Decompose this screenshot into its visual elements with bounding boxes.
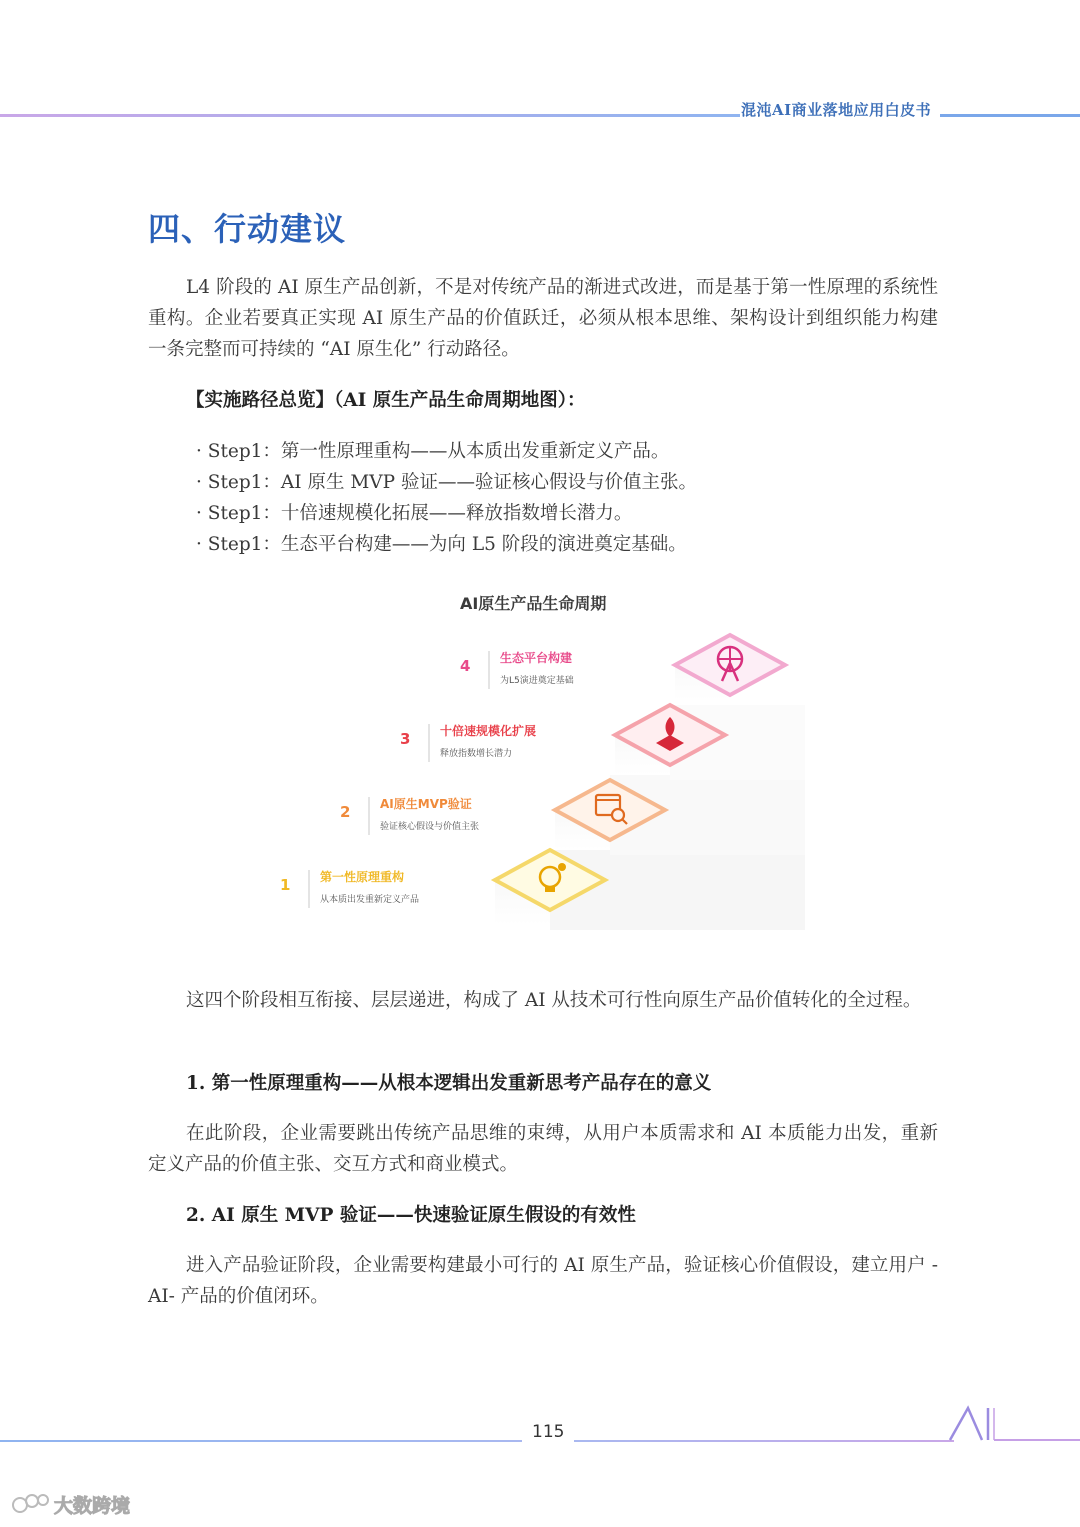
staircase-graphic [490, 625, 810, 935]
footer-divider-right [574, 1440, 954, 1442]
stage-description: 验证核心假设与价值主张 [380, 822, 480, 832]
stage-number: 2 [340, 803, 351, 821]
summary-paragraph: 这四个阶段相互衔接、层层递进，构成了 AI 从技术可行性向原生产品价值转化的全过程。 [186, 990, 922, 1011]
footer-divider [0, 1440, 522, 1442]
section-2-body: 进入产品验证阶段，企业需要构建最小可行的 AI 原生产品，验证核心价值假设，建立用户 -AI- 产品的价值闭环。 [148, 1255, 938, 1307]
header-divider [0, 114, 740, 117]
stage-divider [308, 870, 310, 908]
header-divider-right [940, 114, 1080, 117]
stage-name: AI原生MVP验证 [380, 797, 472, 811]
stage-name: 十倍速规模化扩展 [440, 724, 537, 738]
stage-divider [368, 797, 370, 835]
section-1-body: 在此阶段，企业需要跳出传统产品思维的束缚，从用户本质需求和 AI 本质能力出发，重新定义产品的价值主张、交互方式和商业模式。 [148, 1123, 938, 1175]
ai-logo-mark [948, 1404, 1080, 1444]
step-item: · Step1：生态平台构建——为向 L5 阶段的演进奠定基础。 [196, 529, 697, 560]
stage-name: 第一性原理重构 [320, 870, 405, 884]
overview-heading: 【实施路径总览】（AI 原生产品生命周期地图）： [186, 390, 586, 411]
stage-number: 3 [400, 730, 411, 748]
watermark-logo [10, 1490, 150, 1520]
stage-name: 生态平台构建 [500, 651, 573, 665]
figure-title: AI原生产品生命周期 [460, 594, 607, 613]
watermark-text: 大数跨境 [54, 1495, 131, 1517]
chapter-title: 四、行动建议 [148, 210, 347, 248]
step-item: · Step1：第一性原理重构——从本质出发重新定义产品。 [196, 436, 697, 467]
page-number: 115 [532, 1422, 565, 1442]
stage-divider [428, 724, 430, 762]
step-item: · Step1：AI 原生 MVP 验证——验证核心假设与价值主张。 [196, 467, 697, 498]
step-item: · Step1：十倍速规模化拓展——释放指数增长潜力。 [196, 498, 697, 529]
section-2-heading: 2. AI 原生 MVP 验证——快速验证原生假设的有效性 [186, 1205, 636, 1226]
stage-description: 为L5演进奠定基础 [500, 676, 574, 686]
running-header-title: 混沌AI商业落地应用白皮书 [741, 101, 932, 119]
stage-number: 1 [280, 876, 291, 894]
lifecycle-figure [250, 585, 850, 945]
stage-description: 释放指数增长潜力 [440, 749, 513, 759]
section-1-heading: 1. 第一性原理重构——从根本逻辑出发重新思考产品存在的意义 [186, 1073, 712, 1094]
stage-number: 4 [460, 657, 471, 675]
step-list [196, 436, 697, 560]
intro-paragraph: L4 阶段的 AI 原生产品创新，不是对传统产品的渐进式改进，而是基于第一性原理的系统性重构。企业若要真正实现 AI 原生产品的价值跃迁，必须从根本思维、架构设计到组织能力构建一条完整而可持续的 “AI 原生化” 行动路径。 [148, 277, 938, 360]
stage-description: 从本质出发重新定义产品 [320, 895, 420, 905]
